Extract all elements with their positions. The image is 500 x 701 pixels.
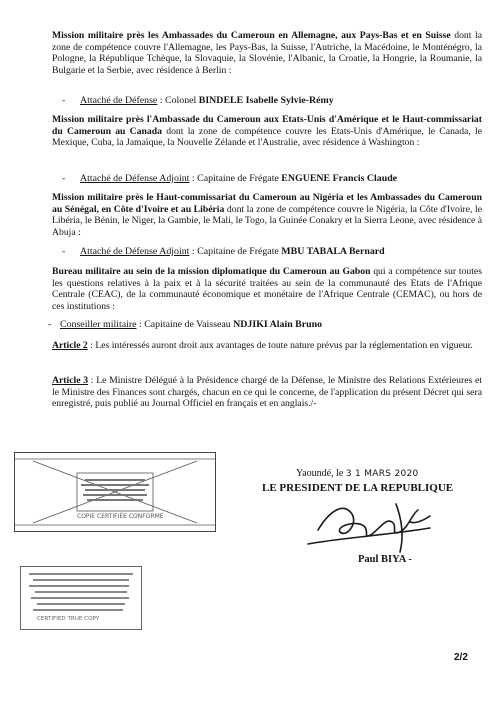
article-3-text: : Le Ministre Délégué à la Présidence chargé de la Défense, le Ministre des Relations Extérieures et le Ministre des Finances sont chargés, chacun en ce qui le concerne, de l'application du présent Décret qui sera enregistré, puis publié au Journal Officiel en français et en anglais./- bbox=[52, 375, 482, 410]
article-2-text: : Les intéressés auront droit aux avantages de toute nature prévus par la réglementation en vigueur. bbox=[87, 340, 473, 351]
section-1-paragraph bbox=[52, 30, 482, 76]
section-4-body: qui a compétence sur toutes les questions relatives à la paix et à la sécurité traitées au sein de la communauté des Etats de l'Afrique Centrale (CEAC), de la communauté économique et monétaire de l'Afrique Centrale (CEMAC), ou hors de ces institutions : bbox=[52, 266, 482, 312]
section-1-rank: Colonel bbox=[165, 95, 199, 106]
section-2-paragraph bbox=[52, 114, 482, 149]
section-3-appointment: - Attaché de Défense Adjoint : Capitaine de Frégate MBU TABALA Bernard bbox=[62, 246, 385, 257]
section-4-name: NDJIKI Alain Bruno bbox=[233, 319, 323, 330]
signature-date: 3 1 MARS 2020 bbox=[345, 469, 419, 479]
section-2-role: Attaché de Défense Adjoint bbox=[80, 173, 190, 184]
section-1-role: Attaché de Défense bbox=[80, 95, 158, 106]
section-4-paragraph bbox=[52, 266, 482, 312]
section-2-appointment: - Attaché de Défense Adjoint : Capitaine de Frégate ENGUENE Francis Claude bbox=[62, 173, 398, 184]
stamp-bottom-text: CERTIFIED TRUE COPY bbox=[37, 616, 100, 622]
section-2-sep: : bbox=[189, 173, 198, 184]
signature-date-line bbox=[296, 468, 419, 479]
section-2-rank: Capitaine de Frégate bbox=[197, 173, 282, 184]
section-3-sep: : bbox=[189, 246, 198, 257]
section-2-body: dont la zone de compétence couvre les Etats-Unis d'Amérique, le Canada, le Mexique, Cuba, la Jamaïque, la Nouvelle Zélande et l'Australie, avec résidence à Washington : bbox=[52, 125, 483, 149]
section-1-body: dont la zone de compétence couvre l'Allemagne, les Pays-Bas, la Suisse, l'Autriche, la Macédoine, le Monténégro, la Pologne, la République Tchèque, la Slovaquie, la Slovénie, l'Albanic, la Croatie, la Hongrie, la Roumanie, la Bulgarie et la Serbie, avec résidence à Berlin : bbox=[52, 30, 482, 76]
certified-copy-stamp-top bbox=[14, 452, 216, 532]
section-4-sep: : bbox=[136, 319, 145, 330]
signature-place: Yaoundé, le bbox=[296, 468, 346, 479]
signature-title: LE PRESIDENT DE LA REPUBLIQUE bbox=[262, 482, 454, 494]
article-3 bbox=[52, 375, 482, 410]
section-2-name: ENGUENE Francis Claude bbox=[281, 173, 398, 184]
section-3-paragraph bbox=[52, 192, 482, 238]
section-3-body: dont la zone de compétence couvre le Nigéria, la Côte d'Ivoire, le Libéria, le Bénin, le Niger, la Gambie, le Mali, le Togo, la Guinée Conakry et la Sierra Leone, avec résidence à Abuja : bbox=[52, 203, 482, 238]
section-3-rank: Capitaine de Frégate bbox=[197, 246, 282, 257]
section-4-rank: Capitaine de Vaisseau bbox=[144, 319, 234, 330]
certified-copy-stamp-bottom bbox=[20, 566, 142, 630]
section-1-name: BINDELE Isabelle Sylvie-Rémy bbox=[198, 95, 334, 106]
stamp-top-text: COPIE CERTIFIÉE CONFORME bbox=[77, 513, 164, 520]
article-3-label: Article 3 bbox=[52, 375, 89, 386]
handwritten-signature bbox=[300, 492, 450, 562]
section-1-sep: : bbox=[157, 95, 165, 106]
section-1-appointment: - Attaché de Défense : Colonel BINDELE Isabelle Sylvie-Rémy bbox=[62, 95, 334, 106]
section-4-role: Conseiller militaire bbox=[60, 319, 137, 330]
section-4-heading: Bureau militaire au sein de la mission diplomatique du Cameroun au Gabon bbox=[52, 266, 371, 277]
section-2-heading: Mission militaire près l'Ambassade du Cameroun aux Etats-Unis d'Amérique et le Haut-commissariat du Cameroun au Canada bbox=[52, 114, 482, 137]
section-3-role: Attaché de Défense Adjoint bbox=[80, 246, 190, 257]
article-2 bbox=[52, 340, 482, 352]
section-3-heading: Mission militaire près le Haut-commissariat du Cameroun au Nigéria et les Ambassades du Cameroun au Sénégal, en Côte d'Ivoire et au Libéria bbox=[52, 192, 482, 215]
section-3-name: MBU TABALA Bernard bbox=[281, 246, 385, 257]
section-1-heading: Mission militaire près les Ambassades du Cameroun en Allemagne, aux Pays-Bas et en Suisse bbox=[52, 30, 451, 41]
page-number: 2/2 bbox=[454, 652, 468, 663]
article-2-label: Article 2 bbox=[52, 340, 88, 351]
section-4-appointment: - Conseiller militaire : Capitaine de Vaisseau NDJIKI Alain Bruno bbox=[48, 319, 323, 330]
signature-name: Paul BIYA - bbox=[358, 554, 412, 565]
